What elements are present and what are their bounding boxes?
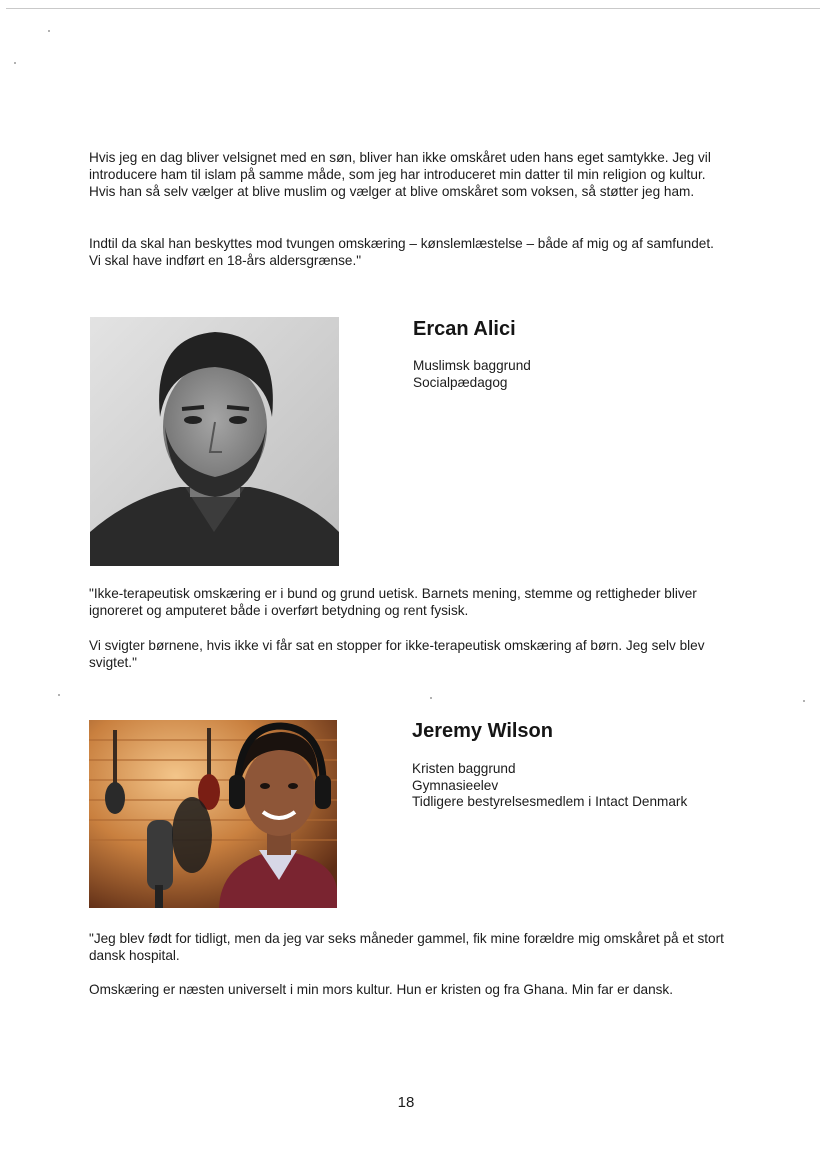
portrait-illustration [90,317,339,566]
person-name-ercan-alici: Ercan Alici [413,318,516,340]
detail-background: Kristen baggrund [412,761,516,776]
quote-ercan-1: "Ikke-terapeutisk omskæring er i bund og grund uetisk. Barnets mening, stemme og rettigheder bliver ignoreret og amputeret både i overført betydning og rent fysisk. [89,586,697,618]
scan-top-edge [6,8,820,9]
detail-former-role: Tidligere bestyrelsesmedlem i Intact Denmark [412,794,688,809]
photo-ercan-alici [90,317,339,566]
paragraph-intro-1: Hvis jeg en dag bliver velsignet med en søn, bliver han ikke omskåret uden hans eget samtykke. Jeg vil introducere ham til islam på samme måde, som jeg har introduceret min datter til min religion og kultur. Hvis han så selv vælger at blive muslim og vælger at blive omskåret som voksen, så støtter jeg ham. [89,150,711,199]
scan-speck [430,697,432,699]
scan-speck [48,30,50,32]
quote-ercan-2: Vi svigter børnene, hvis ikke vi får sat en stopper for ikke-terapeutisk omskæring af børn. Jeg selv blev svigtet." [89,638,705,670]
person-name-jeremy-wilson: Jeremy Wilson [412,720,553,742]
quote-jeremy-2: Omskæring er næsten universelt i min mors kultur. Hun er kristen og fra Ghana. Min far er dansk. [89,982,673,997]
scan-speck [803,700,805,702]
scan-speck [58,694,60,696]
paragraph-intro-2: Indtil da skal han beskyttes mod tvungen omskæring – kønslemlæstelse – både af mig og af samfundet. Vi skal have indført en 18-års aldersgrænse." [89,236,714,268]
detail-occupation: Socialpædagog [413,374,508,390]
detail-background: Muslimsk baggrund [413,358,531,373]
person-details-ercan-alici [413,358,531,391]
person-details-jeremy-wilson [412,761,687,811]
page-number: 18 [397,1094,415,1111]
quote-jeremy-1: "Jeg blev født for tidligt, men da jeg var seks måneder gammel, fik mine forældre mig omskåret på et stort dansk hospital. [89,931,724,963]
photo-jeremy-wilson [89,720,337,908]
studio-portrait-illustration [89,720,337,908]
detail-occupation: Gymnasieelev [412,777,499,793]
scan-speck [14,62,16,64]
